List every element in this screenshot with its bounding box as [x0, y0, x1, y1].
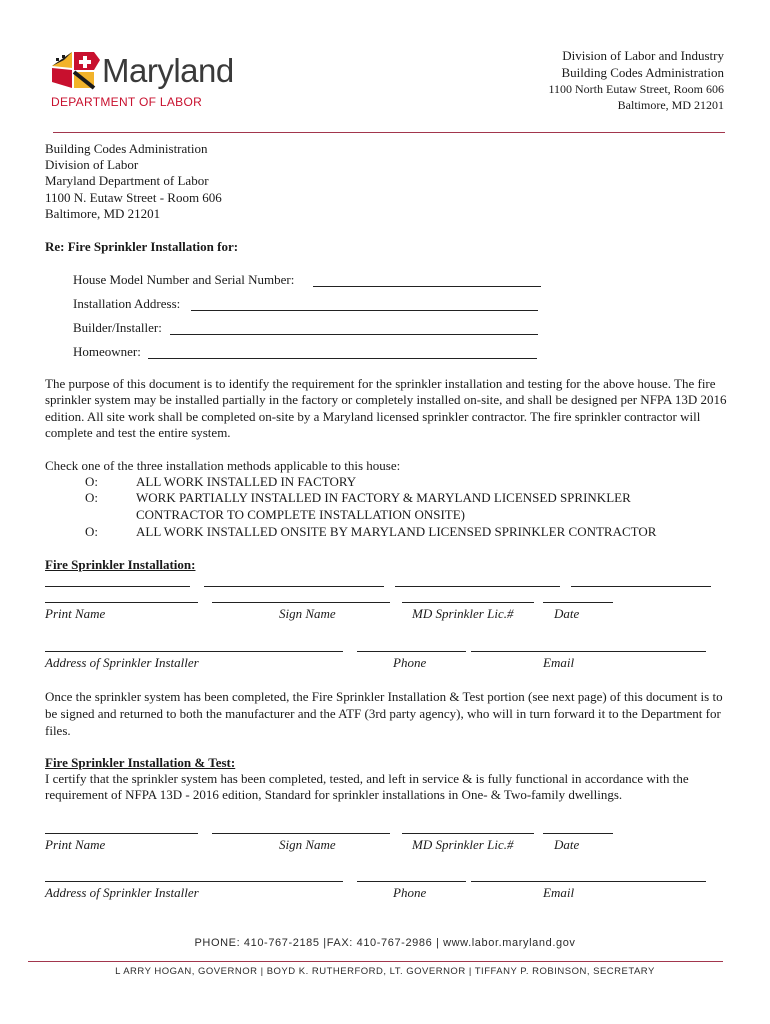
label-date: Date [554, 606, 580, 621]
purpose-paragraph: The purpose of this document is to identify the requirement for the sprinkler installation and testing for the above house. The fire sprinkler system may be installed partially in the factory or completely installed on-site, and shall be designed per NFPA 13D 2016 edition. All site work shall be completed on-site by a Maryland licensed sprinkler contractor. The fire sprinkler contractor will complete and test the entire system. [45, 376, 727, 441]
sign-name-input-line[interactable] [212, 602, 390, 603]
builder-installer-input-line[interactable] [170, 334, 538, 335]
method-option-mark[interactable]: O: [85, 474, 98, 489]
label-email: Email [543, 885, 575, 900]
date-input-line[interactable] [543, 833, 613, 834]
installation-blank-line[interactable] [571, 586, 711, 587]
footer-contact: PHONE: 410-767-2185 |FAX: 410-767-2986 | www.labor.maryland.gov [194, 937, 576, 949]
phone-input-line[interactable] [357, 881, 466, 882]
logo-wordmark: Maryland [102, 52, 234, 89]
letterhead-address [548, 47, 724, 113]
sign-name-input-line[interactable] [212, 833, 390, 834]
print-name-input-line[interactable] [45, 833, 198, 834]
email-input-line[interactable] [471, 881, 706, 882]
print-name-input-line[interactable] [45, 602, 198, 603]
installation-address-input-line[interactable] [191, 310, 538, 311]
method-option-mark[interactable]: O: [85, 490, 98, 505]
label-email: Email [543, 655, 575, 670]
label-phone: Phone [393, 655, 427, 670]
footer-divider [28, 961, 723, 962]
logo-subtitle: DEPARTMENT OF LABOR [51, 95, 203, 109]
header-divider [53, 132, 725, 133]
address-input-line[interactable] [45, 881, 343, 882]
label-print-name: Print Name [45, 837, 106, 852]
address-line: Maryland Department of Labor [45, 173, 209, 189]
license-input-line[interactable] [402, 602, 534, 603]
email-input-line[interactable] [471, 651, 706, 652]
label-date: Date [554, 837, 580, 852]
label-address: Address of Sprinkler Installer [45, 885, 199, 900]
installation-blank-line[interactable] [45, 586, 190, 587]
method-option-text: WORK PARTIALLY INSTALLED IN FACTORY & MARYLAND LICENSED SPRINKLER [136, 490, 631, 505]
agency-logo [50, 50, 265, 112]
label-license: MD Sprinkler Lic.# [412, 606, 514, 621]
certify-paragraph: I certify that the sprinkler system has been completed, tested, and left in service & is fully functional in accordance with the requirement of NFPA 13D - 2016 edition, Standard for sprinkler installations in One- & Two-family dwellings. [45, 771, 689, 803]
address-line: Building Codes Administration [45, 141, 208, 156]
maryland-flag-logo-icon [50, 50, 102, 90]
address-line: 1100 N. Eutaw Street - Room 606 [45, 189, 222, 205]
header-line: Division of Labor and Industry [562, 48, 724, 63]
field-label-builder-installer: Builder/Installer: [73, 320, 162, 335]
address-line: Division of Labor [45, 157, 139, 173]
phone-input-line[interactable] [357, 651, 466, 652]
address-input-line[interactable] [45, 651, 343, 652]
model-serial-input-line[interactable] [313, 286, 541, 287]
homeowner-input-line[interactable] [148, 358, 537, 359]
header-line: Baltimore, MD 21201 [617, 98, 724, 112]
re-line: Re: Fire Sprinkler Installation for: [45, 239, 239, 254]
license-input-line[interactable] [402, 833, 534, 834]
label-print-name: Print Name [45, 606, 106, 621]
label-license: MD Sprinkler Lic.# [412, 837, 514, 852]
installation-blank-line[interactable] [395, 586, 560, 587]
label-phone: Phone [393, 885, 427, 900]
method-option-text: CONTRACTOR TO COMPLETE INSTALLATION ONSITE) [136, 507, 466, 522]
field-label-homeowner: Homeowner: [73, 344, 141, 359]
installation-heading: Fire Sprinkler Installation: [45, 557, 196, 572]
recipient-address [45, 141, 222, 222]
header-line: 1100 North Eutaw Street, Room 606 [548, 82, 724, 96]
date-input-line[interactable] [543, 602, 613, 603]
address-line: Baltimore, MD 21201 [45, 205, 161, 221]
method-option-text: ALL WORK INSTALLED IN FACTORY [136, 474, 357, 489]
once-paragraph: Once the sprinkler system has been completed, the Fire Sprinkler Installation & Test portion (see next page) of this document is to be signed and returned to both the manufacturer and the ATF (3rd party agency), who will in turn forward it to the Department for files. [45, 689, 723, 738]
method-option-text: ALL WORK INSTALLED ONSITE BY MARYLAND LICENSED SPRINKLER CONTRACTOR [136, 524, 657, 539]
label-address: Address of Sprinkler Installer [45, 655, 199, 670]
methods-intro: Check one of the three installation methods applicable to this house: [45, 458, 401, 473]
field-label-model-serial: House Model Number and Serial Number: [73, 272, 295, 287]
field-label-installation-address: Installation Address: [73, 296, 181, 311]
method-option-mark[interactable]: O: [85, 524, 98, 539]
footer-officials: L ARRY HOGAN, GOVERNOR | BOYD K. RUTHERFORD, LT. GOVERNOR | TIFFANY P. ROBINSON, SECRETARY [115, 966, 655, 977]
label-sign-name: Sign Name [279, 837, 336, 852]
label-sign-name: Sign Name [279, 606, 336, 621]
header-line: Building Codes Administration [561, 65, 724, 80]
test-heading: Fire Sprinkler Installation & Test: [45, 755, 236, 770]
installation-blank-line[interactable] [204, 586, 384, 587]
